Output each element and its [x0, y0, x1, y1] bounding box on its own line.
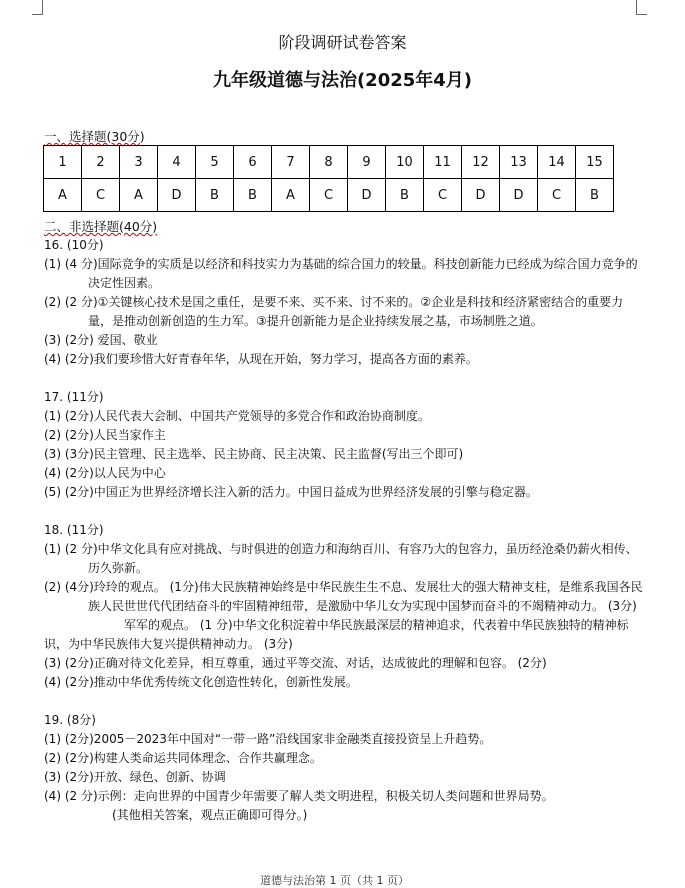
answer-19-1: (1) (2分)2005－2023年中国对“一带一路”沿线国家非金融类直接投资呈上升趋势。	[44, 732, 492, 746]
answer-16-1: (1) (4 分)国际竞争的实质是以经济和科技实力为基础的综合国力的较量。科技创新能力已经成为综合国力竞争的决定性因素。	[44, 257, 638, 290]
section-1-heading: 一、选择题(30分)	[44, 129, 145, 144]
answer-lines	[44, 236, 644, 825]
answer-17-1: (1) (2分)人民代表大会制、中国共产党领导的多党合作和政治协商制度。	[44, 409, 430, 423]
document-subtitle: 九年级道德与法治(2025年4月)	[212, 70, 473, 91]
question-number: 3	[120, 146, 158, 179]
answer-cell: A	[120, 179, 158, 212]
page-footer: 道德与法治第 1 页（共 1 页）	[260, 874, 409, 887]
blank-line	[44, 692, 644, 711]
answer-18-4: (4) (2分)推动中华优秀传统文化创造性转化，创新性发展。	[44, 675, 358, 689]
answer-17-2: (2) (2分)人民当家作主	[44, 428, 166, 442]
answer-cell: C	[82, 179, 120, 212]
answer-18-1: (1) (2 分)中华文化具有应对挑战、与时俱进的创造力和海纳百川、有容乃大的包容力，虽历经沧桑仍薪火相传、历久弥新。	[44, 542, 638, 575]
question-number: 13	[500, 146, 538, 179]
answer-16-3: (3) (2分) 爱国、敬业	[44, 333, 158, 347]
question-16-heading: 16. (10分)	[44, 238, 104, 252]
answer-19-note: (其他相关答案，观点正确即可得分。)	[112, 808, 308, 822]
document-title: 阶段调研试卷答案	[278, 33, 407, 52]
question-19-heading: 19. (8分)	[44, 713, 96, 727]
question-number: 4	[158, 146, 196, 179]
question-17-heading: 17. (11分)	[44, 390, 104, 404]
answer-cell: A	[272, 179, 310, 212]
answer-18-3: (3) (2分)正确对待文化差异，相互尊重，通过平等交流、对话，达成彼此的理解和包容。 (2分)	[44, 656, 547, 670]
question-number: 14	[538, 146, 576, 179]
answer-cell: B	[386, 179, 424, 212]
answer-cell: B	[576, 179, 614, 212]
crop-mark-top-left	[32, 0, 43, 15]
answer-table-numbers-row	[44, 146, 614, 179]
answer-16-4: (4) (2分)我们要珍惜大好青春年华，从现在开始，努力学习，提高各方面的素养。	[44, 352, 478, 366]
answer-cell: D	[348, 179, 386, 212]
question-number: 1	[44, 146, 82, 179]
answer-19-3: (3) (2分)开放、绿色、创新、协调	[44, 770, 226, 784]
question-number: 10	[386, 146, 424, 179]
answer-17-5: (5) (2分)中国正为世界经济增长注入新的活力。中国日益成为世界经济发展的引擎与稳定器。	[44, 485, 538, 499]
answer-19-4: (4) (2 分)示例：走向世界的中国青少年需要了解人类文明进程，积极关切人类问题和世界局势。	[44, 789, 554, 803]
question-number: 6	[234, 146, 272, 179]
answer-16-2: (2) (2 分)①关键核心技术是国之重任，是要不来、买不来、讨不来的。②企业是科技和经济紧密结合的重要力量，是推动创新创造的生力军。③提升创新能力是企业持续发展之基，市场制胜之道。	[44, 295, 624, 328]
question-number: 2	[82, 146, 120, 179]
question-number: 11	[424, 146, 462, 179]
question-18-heading: 18. (11分)	[44, 523, 104, 537]
answer-17-4: (4) (2分)以人民为中心	[44, 466, 166, 480]
question-number: 8	[310, 146, 348, 179]
answer-19-2: (2) (2分)构建人类命运共同体理念、合作共赢理念。	[44, 751, 322, 765]
answer-18-2: (2) (4分)玲玲的观点。 (1分)伟大民族精神始终是中华民族生生不息、发展壮大的强大精神支柱，是维系我国各民族人民世世代代团结奋斗的牢固精神纽带，是激励中华儿女为实现中国梦而奋斗的不竭精神动力。 (3分)	[44, 580, 643, 613]
question-number: 7	[272, 146, 310, 179]
blank-line	[44, 369, 644, 388]
section-2-heading: 二、非选择题(40分)	[44, 219, 158, 234]
question-number: 12	[462, 146, 500, 179]
answer-cell: D	[500, 179, 538, 212]
answer-cell: D	[158, 179, 196, 212]
answer-cell: D	[462, 179, 500, 212]
answer-cell: A	[44, 179, 82, 212]
answer-cell: B	[196, 179, 234, 212]
question-number: 5	[196, 146, 234, 179]
question-number: 15	[576, 146, 614, 179]
answer-17-3: (3) (3分)民主管理、民主选举、民主协商、民主决策、民主监督(写出三个即可)	[44, 447, 464, 461]
answer-cell: C	[424, 179, 462, 212]
answer-table	[43, 145, 614, 212]
question-number: 9	[348, 146, 386, 179]
answer-18-2-continued: 军军的观点。 (1 分)中华文化积淀着中华民族最深层的精神追求，代表着中华民族独特的精神标识，为中华民族伟大复兴提供精神动力。 (3分)	[44, 618, 629, 651]
answer-cell: C	[310, 179, 348, 212]
crop-mark-top-right	[636, 0, 647, 15]
answer-cell: C	[538, 179, 576, 212]
blank-line	[44, 502, 644, 521]
answer-cell: B	[234, 179, 272, 212]
answer-table-answers-row	[44, 179, 614, 212]
